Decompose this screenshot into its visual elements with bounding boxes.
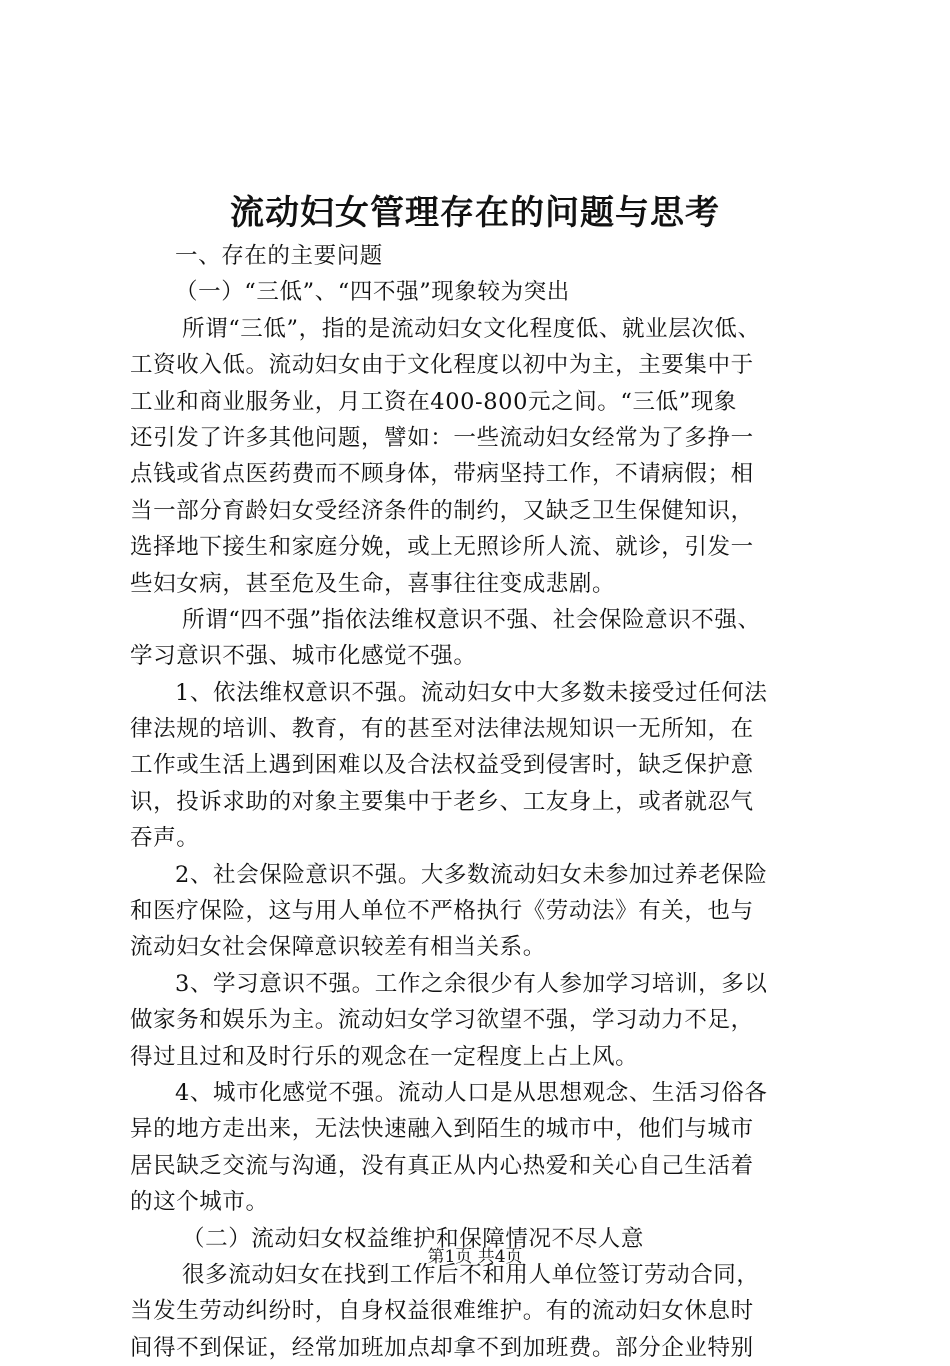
- text-line: 居民缺乏交流与沟通，没有真正从内心热爱和关心自己生活着: [130, 1152, 754, 1179]
- text-line: 4、城市化感觉不强。流动人口是从思想观念、生活习俗各: [175, 1079, 768, 1106]
- text-line: 间得不到保证，经常加班加点却拿不到加班费。部分企业特别: [130, 1334, 754, 1361]
- text-line: 1、依法维权意识不强。流动妇女中大多数未接受过任何法: [175, 679, 768, 706]
- text-line: 还引发了许多其他问题，譬如：一些流动妇女经常为了多挣一: [130, 424, 754, 451]
- text-line: 所谓“四不强”指依法维权意识不强、社会保险意识不强、: [182, 606, 761, 633]
- text-line: 吞声。: [130, 825, 200, 852]
- text-line: （一）“三低”、“四不强”现象较为突出: [175, 279, 570, 306]
- text-line: 选择地下接生和家庭分娩，或上无照诊所人流、就诊，引发一: [130, 534, 754, 561]
- text-line: 识，投诉求助的对象主要集中于老乡、工友身上，或者就忍气: [130, 788, 754, 815]
- text-line: 工业和商业服务业，月工资在400-800元之间。“三低”现象: [130, 388, 737, 415]
- text-line: 当发生劳动纠纷时，自身权益很难维护。有的流动妇女休息时: [130, 1298, 754, 1325]
- text-line: 工资收入低。流动妇女由于文化程度以初中为主，主要集中于: [130, 352, 754, 379]
- text-line: 点钱或省点医药费而不顾身体，带病坚持工作，不请病假；相: [130, 461, 754, 488]
- text-line: 一、存在的主要问题: [175, 243, 383, 269]
- text-line: 些妇女病，甚至危及生命，喜事往往变成悲剧。: [130, 570, 616, 597]
- text-line: 异的地方走出来，无法快速融入到陌生的城市中，他们与城市: [130, 1116, 754, 1143]
- document-body: [130, 238, 854, 1366]
- text-line: 很多流动妇女在找到工作后不和用人单位签订劳动合同，: [182, 1261, 760, 1288]
- text-line: 当一部分育龄妇女受经济条件的制约，又缺乏卫生保健知识，: [130, 497, 754, 524]
- text-line: 所谓“三低”，指的是流动妇女文化程度低、就业层次低、: [182, 315, 761, 342]
- document-title: 流动妇女管理存在的问题与思考: [230, 193, 720, 233]
- text-line: 的这个城市。: [130, 1189, 269, 1216]
- text-line: 得过且过和及时行乐的观念在一定程度上占上风。: [130, 1043, 639, 1070]
- text-line: 工作或生活上遇到困难以及合法权益受到侵害时，缺乏保护意: [130, 752, 754, 779]
- text-line: 流动妇女社会保障意识较差有相当关系。: [130, 934, 546, 961]
- text-line: 2、社会保险意识不强。大多数流动妇女未参加过养老保险: [175, 861, 768, 888]
- text-line: 3、学习意识不强。工作之余很少有人参加学习培训，多以: [175, 970, 768, 997]
- page-footer: 第1页 共4页: [427, 1247, 523, 1267]
- text-line: 律法规的培训、教育，有的甚至对法律法规知识一无所知，在: [130, 716, 754, 743]
- text-line: 和医疗保险，这与用人单位不严格执行《劳动法》有关，也与: [130, 898, 754, 925]
- text-line: 做家务和娱乐为主。流动妇女学习欲望不强，学习动力不足，: [130, 1007, 754, 1034]
- text-line: 学习意识不强、城市化感觉不强。: [130, 643, 477, 670]
- text-line: （二）流动妇女权益维护和保障情况不尽人意: [182, 1225, 645, 1252]
